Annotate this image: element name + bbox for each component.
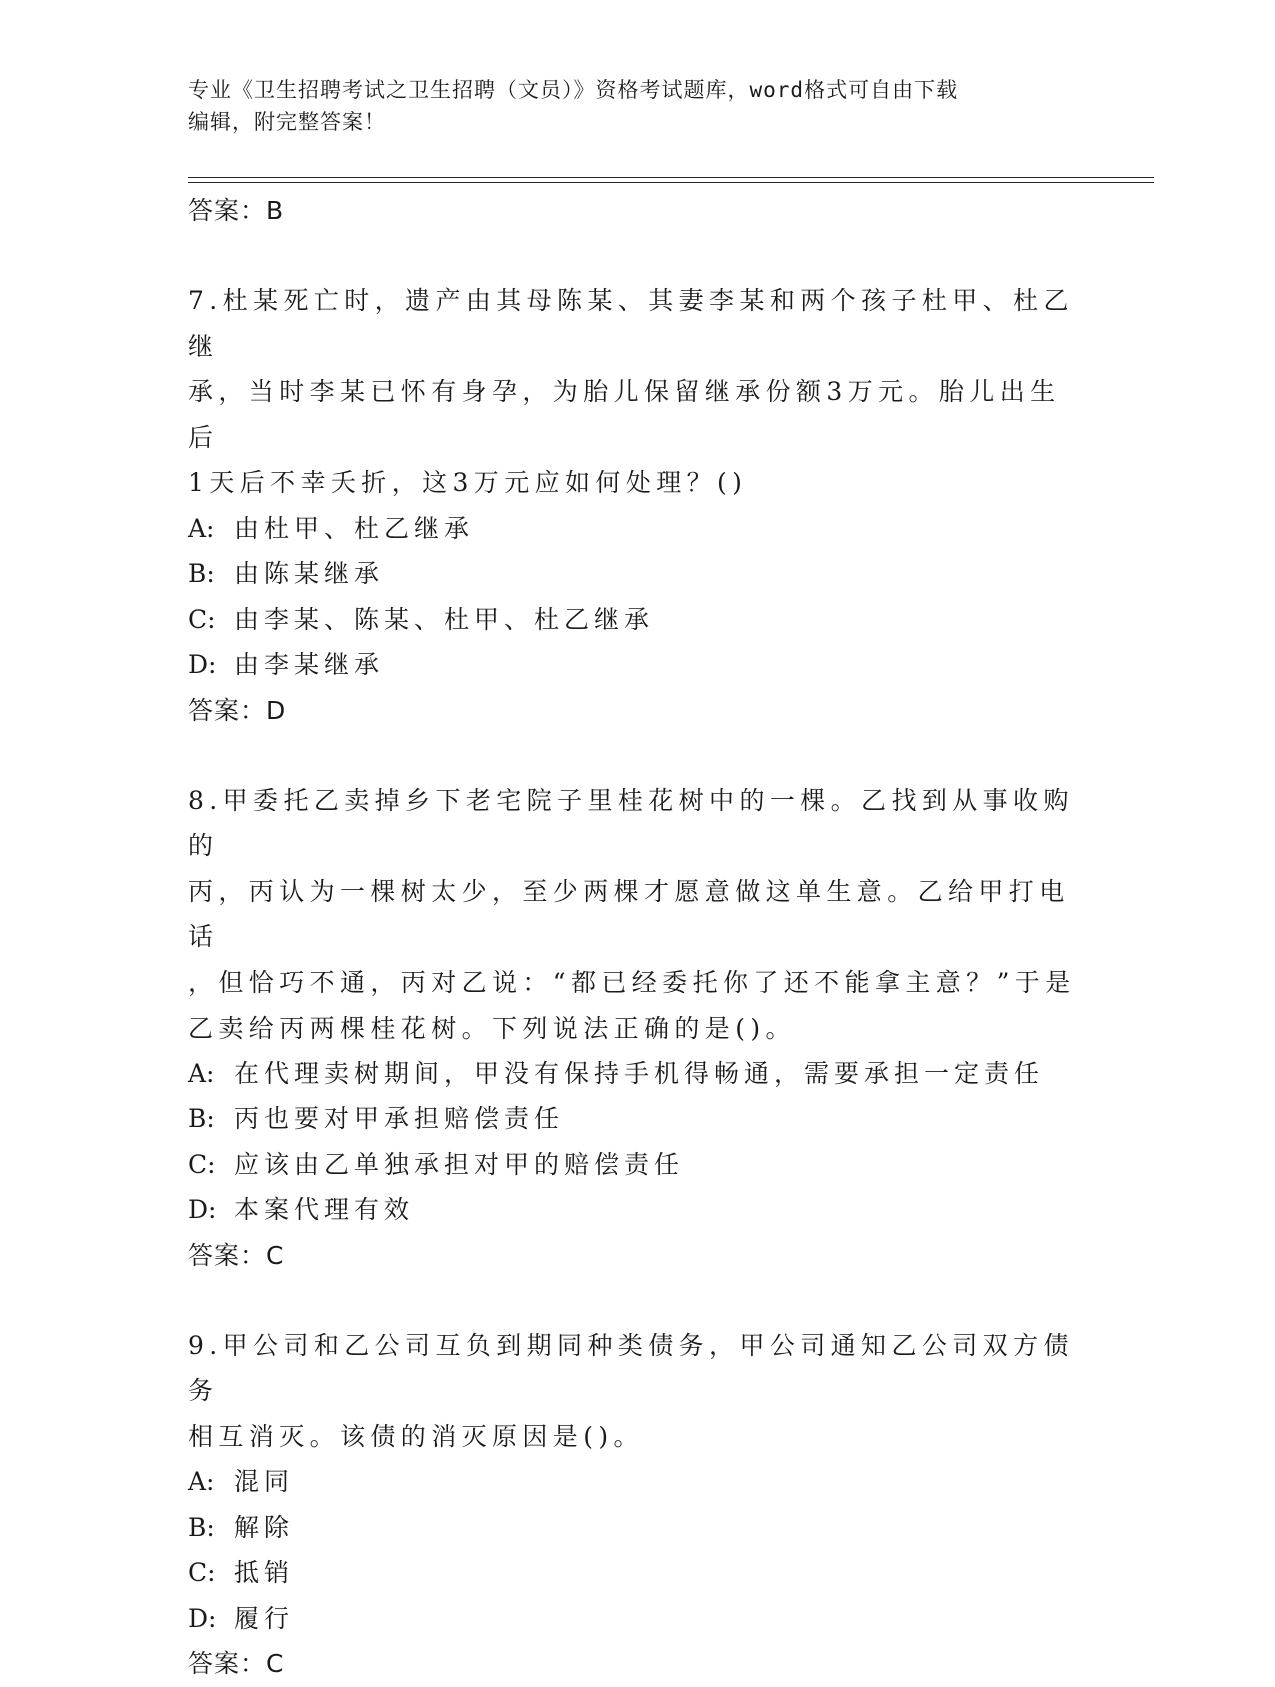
option-label: D: [188, 1195, 217, 1225]
option-text: 混同 [234, 1467, 295, 1497]
question-7-line-3: 1天后不幸夭折，这3万元应如何处理？() [188, 468, 748, 498]
option-label: B: [188, 559, 215, 589]
document-header [188, 74, 1068, 138]
question-8-answer: 答案：C [188, 1240, 285, 1270]
question-7-line-1: 7.杜某死亡时，遗产由其母陈某、其妻李某和两个孩子杜甲、杜乙继 [188, 286, 1074, 361]
previous-answer: 答案：B [188, 196, 285, 225]
question-9-line-1: 9.甲公司和乙公司互负到期同种类债务，甲公司通知乙公司双方债务 [188, 1330, 1074, 1406]
option-label: A: [188, 1467, 215, 1497]
question-9-answer: 答案：C [188, 1649, 285, 1678]
option-label: D: [188, 1603, 217, 1633]
question-9-option-d [188, 1596, 1088, 1641]
option-label: A: [188, 1059, 215, 1089]
question-7-line-2: 承，当时李某已怀有身孕，为胎儿保留继承份额3万元。胎儿出生后 [188, 377, 1061, 452]
question-8-line-3: ，但恰巧不通，丙对乙说：“都已经委托你了还不能拿主意？”于是 [188, 967, 1076, 997]
header-line-1: 专业《卫生招聘考试之卫生招聘（文员）》资格考试题库，word格式可自由下载 [188, 78, 959, 102]
header-line-2: 编辑，附完整答案！ [188, 110, 386, 134]
option-label: B: [188, 1104, 215, 1134]
option-text: 丙也要对甲承担赔偿责任 [234, 1104, 565, 1134]
option-label: C: [188, 1558, 216, 1588]
option-text: 在代理卖树期间，甲没有保持手机得畅通，需要承担一定责任 [234, 1059, 1045, 1089]
option-text: 由杜甲、杜乙继承 [234, 513, 475, 543]
question-8-option-a [188, 1051, 1088, 1096]
option-text: 履行 [234, 1603, 295, 1633]
option-text: 由陈某继承 [234, 559, 385, 589]
question-8-line-4: 乙卖给丙两棵桂花树。下列说法正确的是()。 [188, 1013, 796, 1043]
question-8-option-b [188, 1096, 1088, 1141]
option-text: 抵销 [234, 1558, 295, 1588]
option-label: C: [188, 1149, 216, 1179]
header-divider-top [188, 177, 1154, 178]
question-9-option-c [188, 1550, 1088, 1595]
option-label: B: [188, 1512, 215, 1542]
question-8-line-2: 丙，丙认为一棵树太少，至少两棵才愿意做这单生意。乙给甲打电话 [188, 876, 1070, 952]
option-label: A: [188, 513, 215, 543]
question-7-option-d [188, 642, 1088, 687]
question-7-option-b [188, 551, 1088, 596]
question-8 [188, 778, 1088, 1279]
question-7-answer: 答案：D [188, 695, 287, 725]
question-9 [188, 1323, 1088, 1687]
option-text: 由李某、陈某、杜甲、杜乙继承 [234, 604, 655, 634]
question-7-option-a [188, 506, 1088, 551]
option-text: 本案代理有效 [234, 1195, 415, 1225]
question-9-option-a [188, 1459, 1088, 1504]
question-7 [188, 278, 1088, 734]
question-7-option-c [188, 597, 1088, 642]
question-8-option-d [188, 1187, 1088, 1232]
option-label: D: [188, 650, 217, 680]
header-divider-bottom [188, 182, 1154, 183]
option-text: 应该由乙单独承担对甲的赔偿责任 [234, 1149, 685, 1179]
option-text: 解除 [234, 1512, 295, 1542]
option-text: 由李某继承 [234, 650, 385, 680]
question-8-option-c [188, 1142, 1088, 1187]
question-9-line-2: 相互消灭。该债的消灭原因是()。 [188, 1421, 644, 1451]
option-label: C: [188, 604, 216, 634]
question-8-line-1: 8.甲委托乙卖掉乡下老宅院子里桂花树中的一棵。乙找到从事收购的 [188, 785, 1074, 861]
question-list [188, 188, 1088, 1687]
question-9-option-b [188, 1505, 1088, 1550]
